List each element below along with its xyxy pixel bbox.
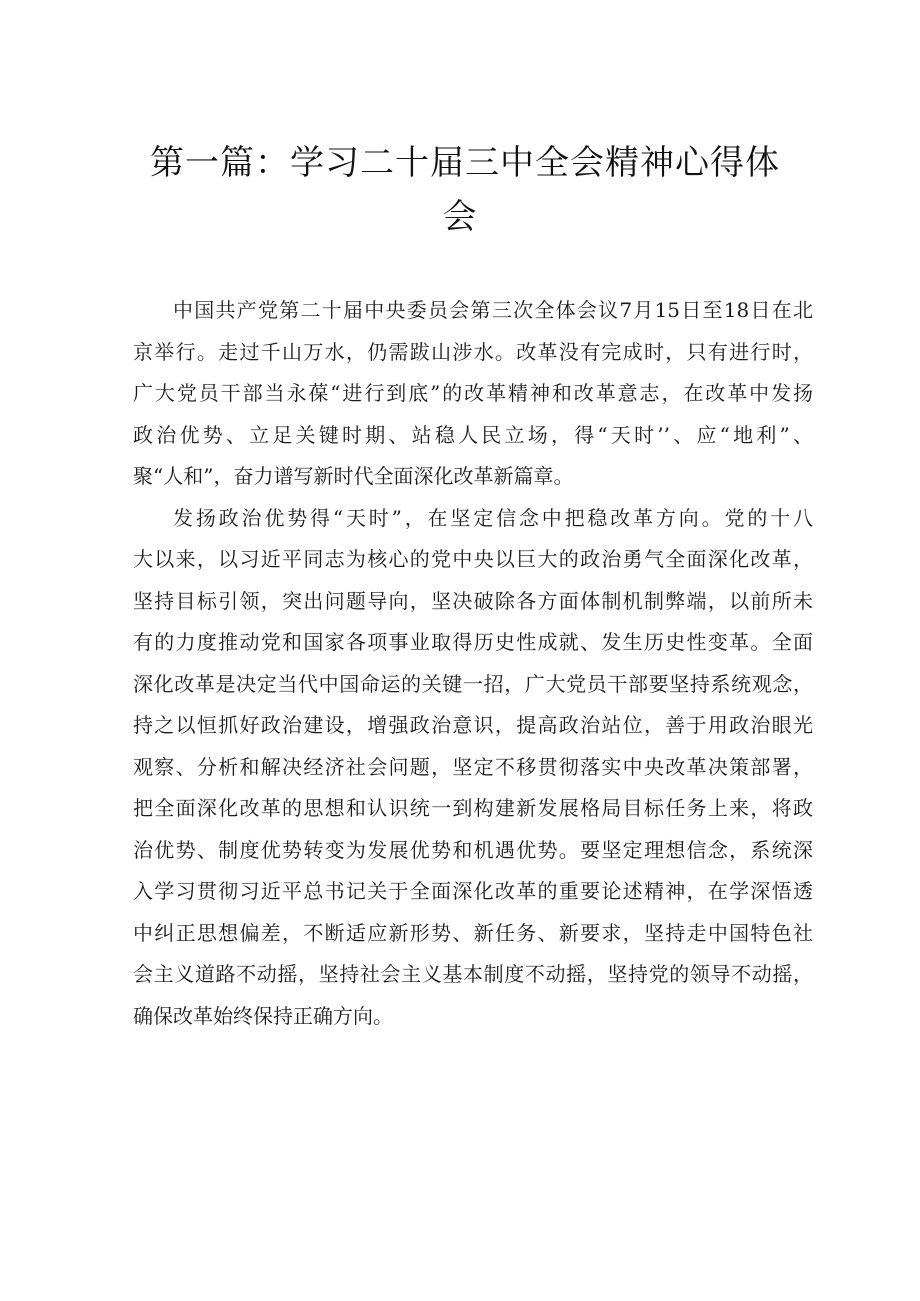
- paragraph-2: [133, 498, 813, 1038]
- paragraph-line: 政治优势、立足关键时期、站稳人民立场，得“天时’’、应“地利”、: [133, 422, 813, 447]
- paragraph-line: 把全面深化改革的思想和认识统一到构建新发展格局目标任务上来，将政: [133, 796, 813, 820]
- paragraph-line: 有的力度推动党和国家各项事业取得历史性成就、发生历史性变革。全面: [133, 630, 813, 654]
- paragraph-line: 治优势、制度优势转变为发展优势和机遇优势。要坚定理想信念，系统深: [133, 837, 813, 862]
- paragraph-line: 持之以恒抓好政治建设，增强政治意识，提高政治站位，善于用政治眼光: [133, 713, 813, 737]
- paragraph-line: 京举行。走过千山万水，仍需跋山涉水。改革没有完成时，只有进行时，: [133, 339, 813, 364]
- document-body: [133, 290, 813, 1037]
- paragraph-line: 大以来，以习近平同志为核心的党中央以巨大的政治勇气全面深化改革，: [133, 547, 813, 571]
- paragraph-1: [133, 290, 813, 498]
- paragraph-line: 确保改革始终保持正确方向。: [133, 1003, 393, 1028]
- paragraph-line: 坚持目标引领，突出问题导向，坚决破除各方面体制机制弊端，以前所未: [133, 588, 813, 613]
- paragraph-line: 中国共产党第二十届中央委员会第三次全体会议7月15日至18日在北: [173, 298, 813, 322]
- paragraph-line: 深化改革是决定当代中国命运的关键一招，广大党员干部要坚持系统观念，: [133, 671, 813, 696]
- paragraph-line: 会主义道路不动摇，坚持社会主义基本制度不动摇，坚持党的领导不动摇，: [133, 962, 813, 986]
- title-line: 会: [442, 197, 478, 237]
- paragraph-line: 发扬政治优势得“天时”，在坚定信念中把稳改革方向。党的十八: [173, 505, 813, 530]
- paragraph-line: 入学习贯彻习近平总书记关于全面深化改革的重要论述精神，在学深悟透: [133, 879, 813, 903]
- paragraph-line: 观察、分析和解决经济社会问题，坚定不移贯彻落实中央改革决策部署，: [133, 754, 813, 779]
- title-line: 第一篇：学习二十届三中全会精神心得体: [150, 143, 780, 183]
- paragraph-line: 聚“人和”，奋力谱写新时代全面深化改革新篇章。: [133, 464, 574, 488]
- paragraph-line: 中纠正思想偏差，不断适应新形势、新任务、新要求，坚持走中国特色社: [133, 920, 813, 945]
- document-title: [150, 136, 780, 244]
- paragraph-line: 广大党员干部当永葆“进行到底”的改革精神和改革意志，在改革中发扬: [133, 381, 813, 405]
